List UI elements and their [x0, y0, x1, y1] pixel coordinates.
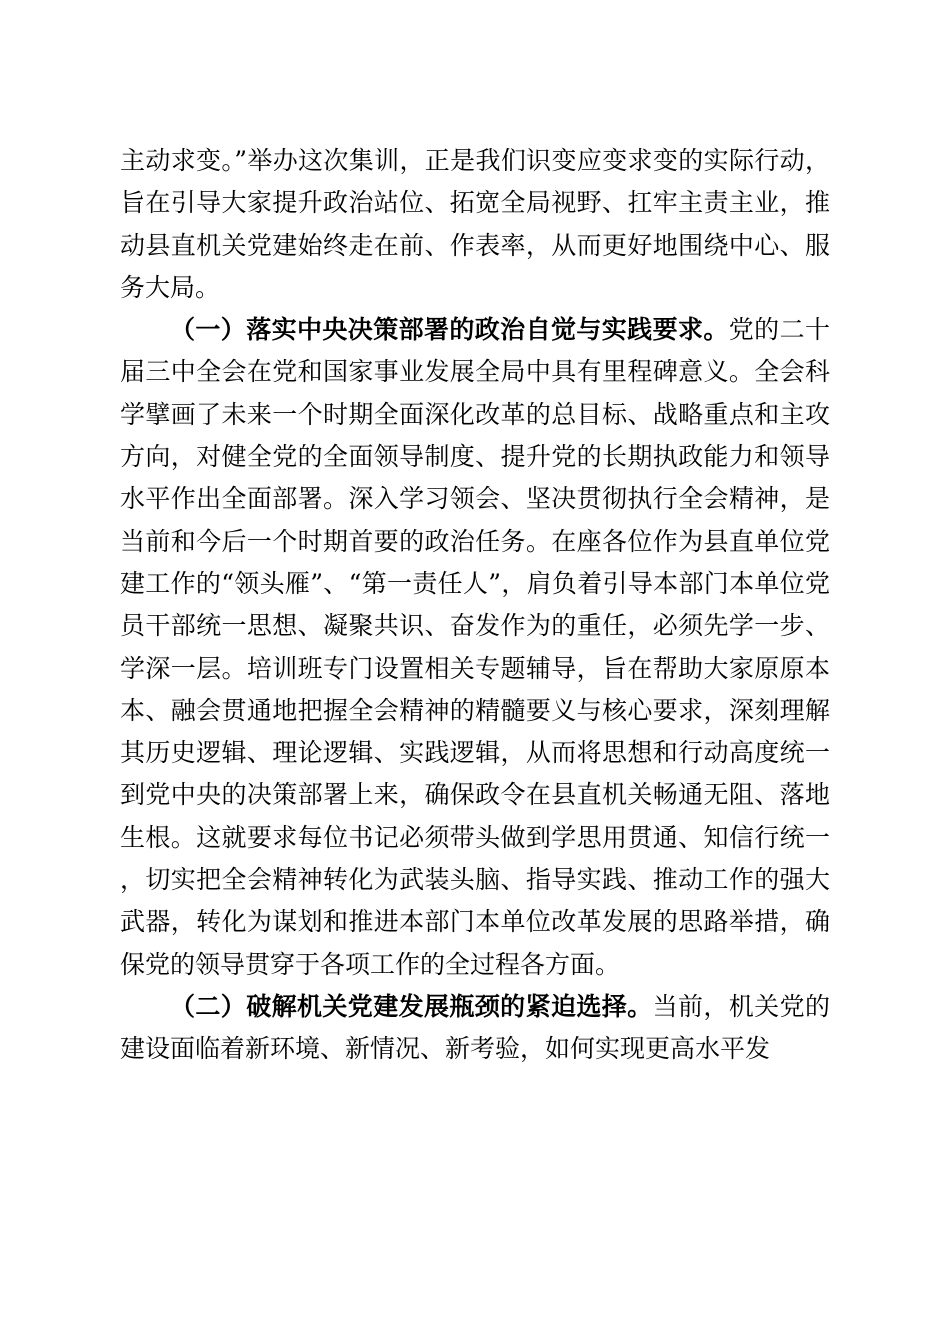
- paragraph-section-1: [120, 309, 830, 986]
- paragraph-intro-continuation: [120, 140, 830, 309]
- section-1-heading: （一）落实中央决策部署的政治自觉与实践要求。: [170, 315, 729, 345]
- paragraph-section-2: [120, 986, 830, 1071]
- document-body: [120, 140, 830, 1071]
- section-2-heading: （二）破解机关党建发展瓶颈的紧迫选择。: [170, 991, 653, 1021]
- paragraph-intro-text: 主动求变。”举办这次集训，正是我们识变应变求变的实际行动，旨在引导大家提升政治站位、拓宽全局视野、扛牢主责主业，推动县直机关党建始终走在前、作表率，从而更好地围绕中心、服务大局。: [120, 146, 830, 302]
- section-2-text: 当前，机关党的建设面临着新环境、新情况、新考验，如何实现更高水平发: [120, 991, 830, 1064]
- section-1-text: 党的二十届三中全会在党和国家事业发展全局中具有里程碑意义。全会科学擘画了未来一个时期全面深化改革的总目标、战略重点和主攻方向，对健全党的全面领导制度、提升党的长期执政能力和领导水平作出全面部署。深入学习领会、坚决贯彻执行全会精神，是当前和今后一个时期首要的政治任务。在座各位作为县直单位党建工作的“领头雁”、“第一责任人”，肩负着引导本部门本单位党员干部统一思想、凝聚共识、奋发作为的重任，必须先学一步、学深一层。培训班专门设置相关专题辅导，旨在帮助大家原原本本、融会贯通地把握全会精神的精髓要义与核心要求，深刻理解其历史逻辑、理论逻辑、实践逻辑，从而将思想和行动高度统一到党中央的决策部署上来，确保政令在县直机关畅通无阻、落地生根。这就要求每位书记必须带头做到学思用贯通、知信行统一，切实把全会精神转化为武装头脑、指导实践、推动工作的强大武器，转化为谋划和推进本部门本单位改革发展的思路举措，确保党的领导贯穿于各项工作的全过程各方面。: [120, 315, 830, 979]
